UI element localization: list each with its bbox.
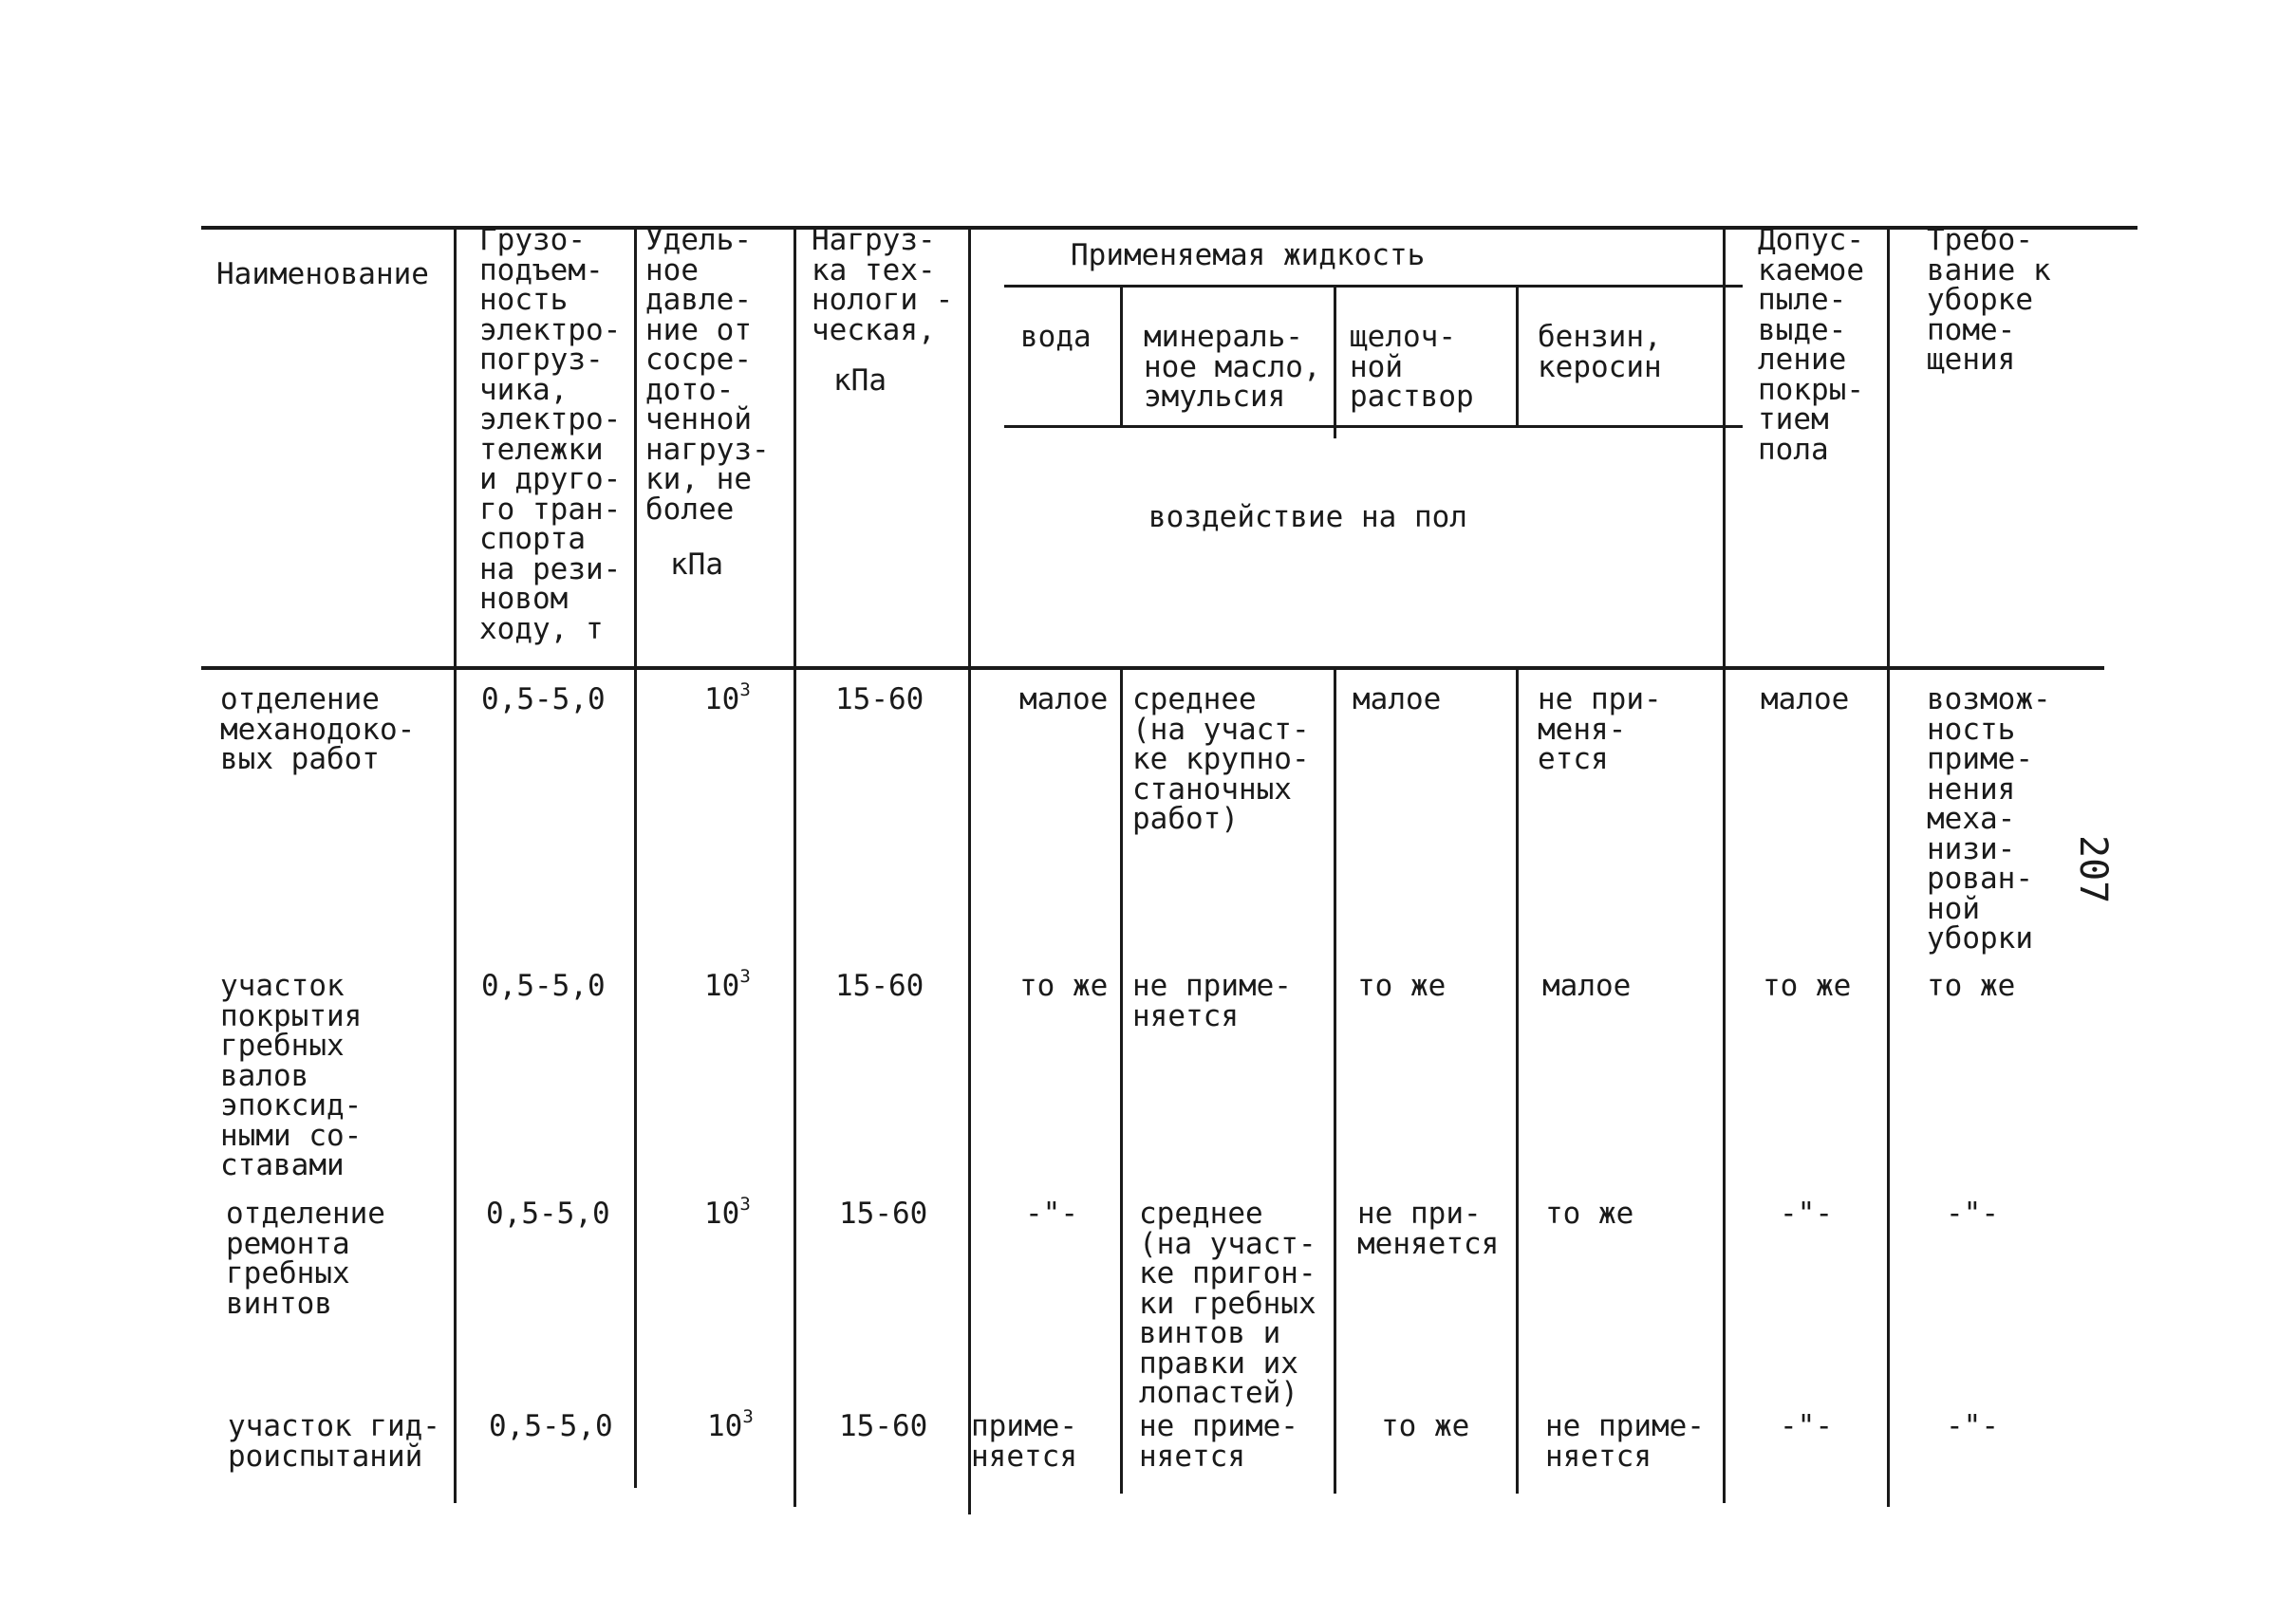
row-cleaning: -"-	[1946, 1197, 1999, 1231]
row-name: участок гид- роиспытаний	[228, 1409, 440, 1474]
header-pressure-unit: кПа	[670, 548, 723, 582]
row-capacity: 0,5-5,0	[489, 1409, 613, 1443]
header-liquid-water: вода	[1020, 320, 1092, 354]
header-name: Наименование	[216, 257, 429, 291]
row-oil: среднее (на участ- ке крупно- станочных работ)	[1132, 682, 1310, 836]
row-capacity: 0,5-5,0	[486, 1197, 610, 1231]
header-bottom-rule	[201, 666, 2104, 670]
row-pressure: $10^3$	[704, 679, 751, 716]
row-dust: -"-	[1780, 1409, 1833, 1443]
col-rule-6b	[1334, 666, 1336, 1494]
col-rule-7	[1516, 285, 1519, 427]
col-rule-9	[1887, 226, 1890, 1507]
row-oil: не приме- няется	[1132, 969, 1292, 1033]
row-pressure: $10^3$	[704, 1194, 751, 1231]
row-alkali: то же	[1381, 1409, 1470, 1443]
row-alkali: малое	[1353, 682, 1442, 716]
row-water: то же	[1019, 969, 1109, 1003]
row-dust: -"-	[1780, 1197, 1833, 1231]
header-effect: воздействие на пол	[1148, 500, 1467, 534]
header-liquid-oil: минераль- ное масло, эмульсия	[1144, 320, 1321, 414]
liquid-group-rule	[1004, 285, 1743, 288]
row-tech-load: 15-60	[835, 682, 924, 716]
row-pressure: $10^3$	[707, 1406, 754, 1443]
row-name: участок покрытия гребных валов эпоксид- ными со- ставами	[220, 969, 363, 1182]
col-rule-5	[1120, 285, 1123, 427]
row-petrol: то же	[1545, 1197, 1634, 1231]
row-tech-load: 15-60	[839, 1409, 928, 1443]
liquid-sub-rule	[1004, 425, 1743, 428]
row-capacity: 0,5-5,0	[481, 969, 606, 1003]
header-liquid-alkali: щелоч- ной раствор	[1350, 320, 1474, 414]
row-cleaning: возмож- ность приме- нения меха- низи- рован- ной уборки	[1927, 682, 2051, 956]
col-rule-6	[1334, 285, 1336, 438]
header-capacity: Грузо- подъем- ность электро- погруз- чика, электро- тележки и друго- го тран- спорта на рези- новом ходу, т	[479, 223, 622, 646]
row-capacity: 0,5-5,0	[481, 682, 606, 716]
row-oil: среднее (на участ- ке пригон- ки гребных винтов и правки их лопастей)	[1139, 1197, 1316, 1410]
col-rule-5b	[1120, 666, 1123, 1494]
col-rule-3	[793, 226, 796, 1507]
row-oil: не приме- няется	[1139, 1409, 1298, 1474]
row-alkali: не при- меняется	[1357, 1197, 1500, 1261]
header-liquid-petrol: бензин, керосин	[1538, 320, 1662, 384]
row-water: малое	[1019, 682, 1109, 716]
header-tech-load-unit: кПа	[833, 363, 887, 398]
row-petrol: не при- меня- ется	[1538, 682, 1662, 776]
header-cleaning: Требо- вание к уборке поме- щения	[1927, 223, 2051, 377]
row-tech-load: 15-60	[835, 969, 924, 1003]
col-rule-8	[1723, 226, 1726, 1503]
row-name: отделение ремонта гребных винтов	[226, 1197, 385, 1321]
row-dust: малое	[1761, 682, 1850, 716]
row-cleaning: то же	[1927, 969, 2016, 1003]
col-rule-7b	[1516, 666, 1519, 1494]
row-dust: то же	[1763, 969, 1852, 1003]
header-dust: Допус- каемое пыле- выде- ление покры- тием пола	[1758, 223, 1864, 467]
page-number: 207	[2071, 835, 2115, 904]
col-rule-4	[968, 226, 971, 1514]
row-pressure: $10^3$	[704, 966, 751, 1003]
row-water: -"-	[1025, 1197, 1078, 1231]
row-petrol: малое	[1542, 969, 1632, 1003]
row-water: приме- няется	[971, 1409, 1077, 1474]
row-alkali: то же	[1357, 969, 1447, 1003]
row-cleaning: -"-	[1946, 1409, 1999, 1443]
col-rule-2	[634, 226, 637, 1488]
header-pressure: Удель- ное давле- ние от сосре- дото- ченной нагруз- ки, не более	[645, 223, 770, 527]
col-rule-1	[454, 226, 457, 1503]
row-name: отделение механодоко- вых работ	[220, 682, 416, 776]
row-tech-load: 15-60	[839, 1197, 928, 1231]
header-liquid-group: Применяемая жидкость	[1071, 238, 1426, 272]
header-tech-load: Нагруз- ка тех- нологи - ческая,	[812, 223, 954, 347]
row-petrol: не приме- няется	[1545, 1409, 1705, 1474]
